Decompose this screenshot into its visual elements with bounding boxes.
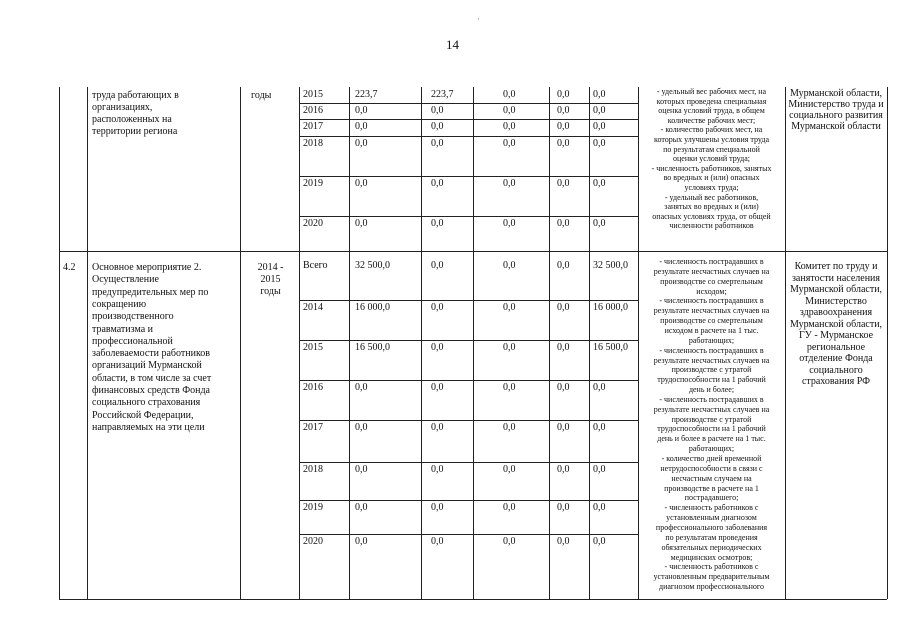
table-cell: 0,0: [355, 178, 368, 189]
indicator-text: во вредных и (или) опасных: [663, 173, 760, 183]
indicator-text: производстве со смертельным: [660, 276, 763, 286]
table-cell: 0,0: [557, 302, 570, 313]
indicator-text: по результатам проведения: [665, 532, 758, 542]
indicator-text: нетрудоспособности в связи с: [660, 463, 763, 473]
indicator-text: оценка условий труда, в общем: [658, 106, 765, 116]
table-cell: 0,0: [431, 342, 444, 353]
indicator-text: результате несчастных случаев на: [653, 355, 770, 365]
indicator-text: медицинских осмотров;: [670, 552, 753, 562]
page-number: 14: [446, 37, 459, 52]
table-cell: 0,0: [557, 89, 570, 100]
table-cell: 0,0: [503, 121, 516, 132]
table-cell: 0,0: [557, 105, 570, 116]
table-cell: 0,0: [593, 121, 606, 132]
table-cell: 0,0: [503, 178, 516, 189]
table-cell: 0,0: [431, 138, 444, 149]
indicator-text: которых проведена специальная: [656, 96, 767, 106]
indicator-text: результате несчастных случаев на: [653, 266, 770, 276]
column-rule: [349, 87, 350, 599]
task-text: расположенных на: [92, 114, 172, 125]
executor-text: страхования РФ: [801, 376, 871, 387]
table-cell: 0,0: [557, 422, 570, 433]
table-cell: 0,0: [503, 382, 516, 393]
executor-text: Мурманской области,: [789, 88, 883, 99]
task-text: финансовых средств Фонда: [92, 385, 210, 396]
table-cell: 0,0: [431, 121, 444, 132]
table-cell: 0,0: [503, 218, 516, 229]
table-cell: 0,0: [355, 121, 368, 132]
row-rule: [299, 103, 638, 104]
column-rule: [59, 87, 60, 599]
table-cell: 0,0: [557, 178, 570, 189]
table-cell: 0,0: [431, 260, 444, 271]
table-cell: 2017: [303, 121, 323, 132]
table-cell: 2015: [303, 89, 323, 100]
indicator-text: трудоспособности на 1 рабочий: [657, 375, 766, 385]
table-cell: 2016: [303, 382, 323, 393]
table-cell: 0,0: [557, 138, 570, 149]
table-cell: 2018: [303, 464, 323, 475]
executor-text: отделение Фонда: [799, 353, 873, 364]
table-cell: 0,0: [355, 382, 368, 393]
row-rule: [299, 420, 638, 421]
indicator-text: работающих;: [688, 335, 735, 345]
indicator-text: производстве с утратой: [671, 365, 752, 375]
task-text: производственного: [92, 311, 174, 323]
table-cell: 0,0: [557, 121, 570, 132]
table-cell: 16 000,0: [593, 302, 628, 313]
scan-mark: ·: [477, 14, 480, 24]
executor-text: Министерство: [805, 295, 867, 307]
indicator-text: результате несчастных случаев на: [653, 306, 770, 316]
task-text: Осуществление: [92, 274, 159, 286]
table-cell: 0,0: [503, 342, 516, 353]
section-rule: [59, 251, 887, 252]
table-cell: 2015: [303, 342, 323, 353]
table-cell: 0,0: [593, 536, 606, 547]
row-rule: [299, 176, 638, 177]
column-rule: [549, 87, 550, 599]
row-rule: [299, 500, 638, 501]
table-cell: 0,0: [557, 260, 570, 271]
task-text: Российской Федерации,: [92, 409, 194, 421]
indicator-text: несчастным случаем на: [671, 473, 752, 483]
indicator-text: - численность пострадавших в: [659, 345, 764, 355]
row-rule: [299, 380, 638, 381]
executor-text: социального: [809, 364, 863, 376]
indicator-text: производстве со смертельным: [660, 316, 763, 326]
executor-text: социального развития: [789, 110, 883, 121]
column-rule: [240, 87, 241, 599]
task-text: организациях,: [92, 102, 153, 113]
table-cell: 2019: [303, 178, 323, 189]
indicator-text: обязательных периодических: [661, 542, 762, 552]
table-cell: Всего: [303, 260, 328, 271]
table-cell: 0,0: [503, 536, 516, 547]
table-cell: 16 500,0: [355, 342, 390, 353]
bottom-rule: [59, 599, 887, 600]
column-rule: [785, 87, 786, 599]
table-cell: 0,0: [503, 138, 516, 149]
table-cell: 0,0: [355, 138, 368, 149]
table-cell: 0,0: [557, 502, 570, 513]
task-text: сокращению: [92, 298, 147, 310]
indicator-text: - удельный вес рабочих мест, на: [656, 87, 767, 96]
indicator-text: которых улучшены условия труда: [653, 135, 770, 144]
indicator-text: условиях труда;: [684, 183, 739, 192]
indicator-text: занятых во вредных и (или): [664, 202, 759, 212]
table-cell: 2018: [303, 138, 323, 149]
table-cell: 0,0: [557, 382, 570, 393]
executor-text: занятости населения: [791, 272, 880, 284]
table-cell: 223,7: [431, 89, 454, 100]
table-cell: 0,0: [431, 105, 444, 116]
indicator-text: результате несчастных случаев на: [653, 404, 770, 414]
column-rule: [87, 87, 88, 599]
indicator-text: - численность работников, занятых: [651, 163, 772, 173]
table-cell: 0,0: [431, 302, 444, 313]
indicator-text: пострадавшего;: [684, 493, 739, 503]
period-text: годы: [260, 286, 281, 297]
row-rule: [299, 300, 638, 301]
indicator-text: - численность пострадавших в: [659, 394, 764, 404]
task-text: заболеваемости работников: [92, 348, 211, 360]
indicator-text: численности работников: [669, 221, 754, 231]
table-cell: 0,0: [355, 218, 368, 229]
executor-text: Комитет по труду и: [794, 261, 878, 272]
indicator-text: - численность пострадавших в: [659, 257, 764, 266]
task-text: территории региона: [92, 126, 178, 137]
table-cell: 0,0: [431, 218, 444, 229]
table-cell: 0,0: [593, 178, 606, 189]
indicator-text: день и более;: [688, 385, 735, 395]
table-cell: 0,0: [503, 464, 516, 475]
task-text: профессиональной: [92, 335, 173, 347]
indicator-text: диагнозом профессионального: [659, 582, 764, 592]
row-rule: [299, 462, 638, 463]
indicator-text: профессионального заболевания: [655, 522, 768, 532]
executor-text: Министерство труда и: [788, 99, 884, 110]
table-cell: 0,0: [431, 464, 444, 475]
table-cell: 32 500,0: [593, 260, 628, 271]
table-cell: 0,0: [593, 89, 606, 100]
table-cell: 0,0: [557, 464, 570, 475]
executor-text: Мурманской области: [791, 121, 881, 132]
table-cell: 0,0: [557, 536, 570, 547]
table-cell: 0,0: [593, 218, 606, 229]
table-cell: 0,0: [355, 502, 368, 513]
indicator-text: исходом в расчете на 1 тыс.: [664, 325, 759, 335]
table-cell: 0,0: [503, 89, 516, 100]
indicator-text: количестве рабочих мест;: [667, 115, 756, 125]
period-text: годы: [251, 90, 272, 101]
table-cell: 223,7: [355, 89, 378, 100]
table-cell: 2019: [303, 502, 323, 513]
table-cell: 2016: [303, 105, 323, 116]
indicator-text: по результатам специальной: [663, 144, 760, 154]
task-text: организаций Мурманской: [92, 360, 202, 372]
table-cell: 0,0: [593, 464, 606, 475]
indicator-text: работающих;: [688, 444, 735, 454]
indicator-text: исходом;: [696, 286, 727, 296]
period-text: 2014 -: [257, 262, 284, 273]
table-cell: 0,0: [355, 422, 368, 433]
row-rule: [299, 534, 638, 535]
task-text: социального страхования: [92, 397, 201, 409]
indicator-text: - удельный вес работников,: [664, 192, 759, 202]
indicator-text: установленным предварительным: [653, 572, 770, 582]
task-text: травматизма и: [92, 323, 154, 335]
row-rule: [299, 340, 638, 341]
table-cell: 0,0: [593, 138, 606, 149]
table-cell: 0,0: [431, 536, 444, 547]
task-text: предупредительных мер по: [92, 286, 209, 298]
table-cell: 0,0: [431, 502, 444, 513]
table-cell: 0,0: [593, 422, 606, 433]
row-rule: [299, 216, 638, 217]
indicator-text: - численность работников с: [664, 503, 759, 513]
indicator-text: день и более в расчете на 1 тыс.: [657, 434, 766, 444]
task-text: труда работающих в: [92, 90, 179, 101]
table-cell: 0,0: [503, 422, 516, 433]
row-rule: [299, 119, 638, 120]
executor-text: Мурманской области,: [789, 318, 883, 330]
item-number: 4.2: [63, 262, 76, 273]
table-cell: 2020: [303, 536, 323, 547]
executor-text: региональное: [806, 341, 866, 353]
column-rule: [299, 87, 300, 599]
task-text: области, в том числе за счет: [92, 372, 212, 384]
table-cell: 0,0: [503, 502, 516, 513]
indicator-text: оценки условий труда;: [673, 154, 750, 164]
table-cell: 0,0: [503, 260, 516, 271]
indicator-text: установленным диагнозом: [666, 513, 757, 523]
table-cell: 0,0: [557, 218, 570, 229]
table-cell: 0,0: [557, 342, 570, 353]
executor-text: Мурманской области,: [789, 284, 883, 295]
table-cell: 0,0: [431, 178, 444, 189]
table-cell: 2017: [303, 422, 323, 433]
table-cell: 2020: [303, 218, 323, 229]
table-cell: 16 500,0: [593, 342, 628, 353]
indicator-text: трудоспособности на 1 рабочий: [657, 424, 766, 434]
table-cell: 0,0: [593, 502, 606, 513]
indicator-text: - численность работников с: [664, 562, 759, 572]
task-text: Основное мероприятие 2.: [92, 262, 202, 273]
indicator-text: производстве в расчете на 1: [664, 483, 759, 493]
column-rule: [887, 87, 888, 599]
table-cell: 0,0: [503, 105, 516, 116]
table-cell: 0,0: [431, 422, 444, 433]
row-rule: [299, 136, 638, 137]
table-cell: 32 500,0: [355, 260, 390, 271]
indicator-text: - численность пострадавших в: [659, 296, 764, 306]
period-text: 2015: [260, 274, 281, 285]
indicator-text: производстве с утратой: [671, 414, 752, 424]
table-cell: 2014: [303, 302, 323, 313]
indicator-text: - количество рабочих мест, на: [660, 125, 763, 135]
table-cell: 0,0: [355, 536, 368, 547]
task-text: направляемых на эти цели: [92, 421, 205, 433]
executor-text: ГУ - Мурманское: [798, 330, 874, 341]
table-cell: 0,0: [503, 302, 516, 313]
table-cell: 0,0: [593, 382, 606, 393]
column-rule: [638, 87, 639, 599]
indicator-text: - количество дней временной: [661, 454, 762, 463]
table-cell: 0,0: [431, 382, 444, 393]
table-cell: 16 000,0: [355, 302, 390, 313]
column-rule: [421, 87, 422, 599]
table-cell: 0,0: [355, 464, 368, 475]
indicator-text: опасных условиях труда, от общей: [652, 211, 771, 221]
table-cell: 0,0: [355, 105, 368, 116]
table-cell: 0,0: [593, 105, 606, 116]
executor-text: здравоохранения: [799, 307, 873, 318]
